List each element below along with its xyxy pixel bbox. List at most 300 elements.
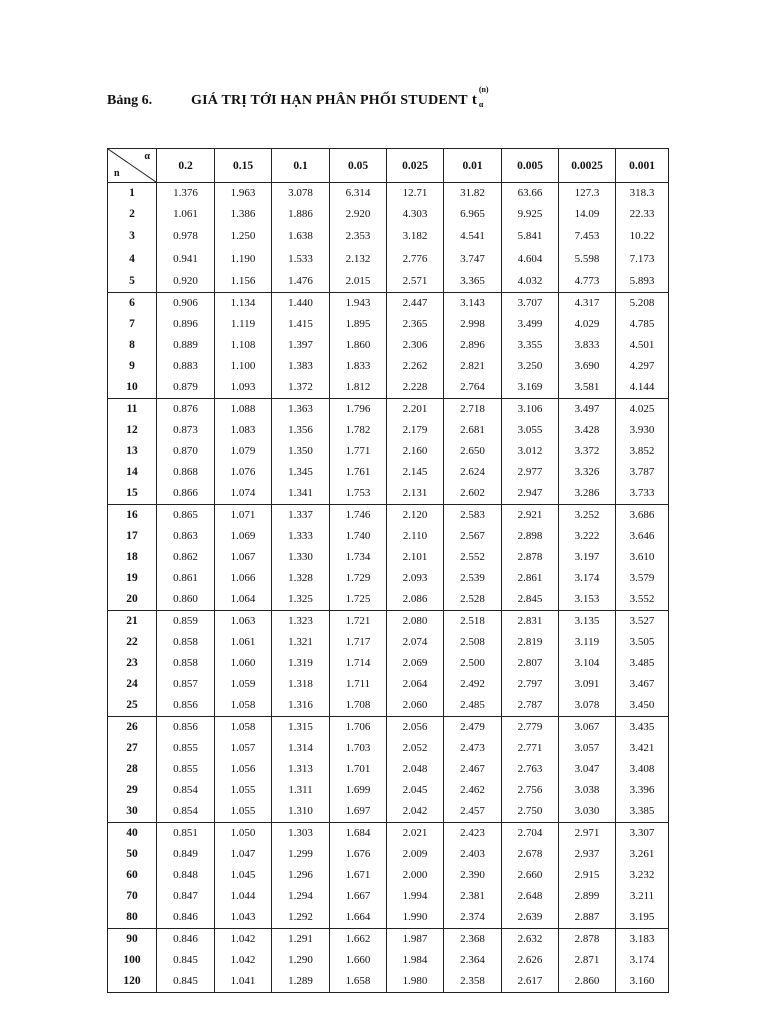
critical-value-cell: 1.055 <box>215 780 272 801</box>
critical-value-cell: 0.865 <box>157 505 215 527</box>
critical-value-cell: 1.533 <box>272 248 330 271</box>
table-row <box>108 674 669 695</box>
critical-value-cell: 1.341 <box>272 483 330 505</box>
critical-value-cell: 2.201 <box>387 399 444 421</box>
degrees-of-freedom-cell: 17 <box>108 526 157 547</box>
critical-value-cell: 3.355 <box>502 335 559 356</box>
symbol-subscript: α <box>478 100 484 109</box>
critical-value-cell: 2.764 <box>444 377 502 399</box>
critical-value-cell: 1.363 <box>272 399 330 421</box>
critical-value-cell: 1.771 <box>330 441 387 462</box>
degrees-of-freedom-cell: 24 <box>108 674 157 695</box>
critical-value-cell: 2.228 <box>387 377 444 399</box>
critical-value-cell: 1.074 <box>215 483 272 505</box>
critical-value-cell: 1.055 <box>215 801 272 823</box>
critical-value-cell: 3.450 <box>616 695 669 717</box>
critical-value-cell: 0.855 <box>157 759 215 780</box>
critical-value-cell: 1.476 <box>272 271 330 293</box>
critical-value-cell: 1.294 <box>272 886 330 907</box>
critical-value-cell: 2.048 <box>387 759 444 780</box>
table-row <box>108 823 669 845</box>
critical-value-cell: 0.883 <box>157 356 215 377</box>
critical-value-cell: 0.854 <box>157 780 215 801</box>
critical-value-cell: 2.704 <box>502 823 559 845</box>
critical-value-cell: 0.856 <box>157 717 215 739</box>
student-t-table <box>107 148 669 993</box>
critical-value-cell: 2.473 <box>444 738 502 759</box>
critical-value-cell: 4.501 <box>616 335 669 356</box>
degrees-of-freedom-cell: 70 <box>108 886 157 907</box>
critical-value-cell: 2.042 <box>387 801 444 823</box>
critical-value-cell: 22.33 <box>616 204 669 225</box>
critical-value-cell: 1.895 <box>330 314 387 335</box>
critical-value-cell: 1.697 <box>330 801 387 823</box>
critical-value-cell: 1.061 <box>215 632 272 653</box>
table-row <box>108 653 669 674</box>
degrees-of-freedom-cell: 27 <box>108 738 157 759</box>
critical-value-cell: 7.453 <box>559 225 616 248</box>
critical-value-cell: 0.845 <box>157 950 215 971</box>
critical-value-cell: 3.174 <box>559 568 616 589</box>
critical-value-cell: 1.047 <box>215 844 272 865</box>
critical-value-cell: 2.080 <box>387 611 444 633</box>
critical-value-cell: 1.061 <box>157 204 215 225</box>
critical-value-cell: 2.821 <box>444 356 502 377</box>
critical-value-cell: 2.681 <box>444 420 502 441</box>
table-row <box>108 929 669 951</box>
critical-value-cell: 3.497 <box>559 399 616 421</box>
critical-value-cell: 2.052 <box>387 738 444 759</box>
critical-value-cell: 2.045 <box>387 780 444 801</box>
critical-value-cell: 2.131 <box>387 483 444 505</box>
degrees-of-freedom-cell: 4 <box>108 248 157 271</box>
critical-value-cell: 3.365 <box>444 271 502 293</box>
symbol-superscript: (n) <box>478 85 489 94</box>
critical-value-cell: 0.870 <box>157 441 215 462</box>
critical-value-cell: 4.032 <box>502 271 559 293</box>
critical-value-cell: 3.104 <box>559 653 616 674</box>
critical-value-cell: 3.197 <box>559 547 616 568</box>
critical-value-cell: 3.038 <box>559 780 616 801</box>
critical-value-cell: 2.485 <box>444 695 502 717</box>
critical-value-cell: 3.195 <box>616 907 669 929</box>
degrees-of-freedom-cell: 90 <box>108 929 157 951</box>
critical-value-cell: 2.358 <box>444 971 502 993</box>
column-header: 0.001 <box>616 149 669 183</box>
critical-value-cell: 1.833 <box>330 356 387 377</box>
critical-value-cell: 1.812 <box>330 377 387 399</box>
critical-value-cell: 2.937 <box>559 844 616 865</box>
critical-value-cell: 1.108 <box>215 335 272 356</box>
critical-value-cell: 31.82 <box>444 183 502 205</box>
critical-value-cell: 3.852 <box>616 441 669 462</box>
column-header: 0.2 <box>157 149 215 183</box>
critical-value-cell: 1.069 <box>215 526 272 547</box>
degrees-of-freedom-cell: 23 <box>108 653 157 674</box>
critical-value-cell: 1.699 <box>330 780 387 801</box>
critical-value-cell: 1.963 <box>215 183 272 205</box>
critical-value-cell: 0.848 <box>157 865 215 886</box>
critical-value-cell: 1.671 <box>330 865 387 886</box>
critical-value-cell: 3.169 <box>502 377 559 399</box>
critical-value-cell: 2.797 <box>502 674 559 695</box>
critical-value-cell: 0.860 <box>157 589 215 611</box>
critical-value-cell: 3.047 <box>559 759 616 780</box>
table-row <box>108 568 669 589</box>
degrees-of-freedom-cell: 14 <box>108 462 157 483</box>
critical-value-cell: 1.761 <box>330 462 387 483</box>
critical-value-cell: 2.567 <box>444 526 502 547</box>
critical-value-cell: 12.71 <box>387 183 444 205</box>
critical-value-cell: 1.060 <box>215 653 272 674</box>
critical-value-cell: 4.029 <box>559 314 616 335</box>
critical-value-cell: 2.920 <box>330 204 387 225</box>
critical-value-cell: 3.579 <box>616 568 669 589</box>
critical-value-cell: 1.064 <box>215 589 272 611</box>
critical-value-cell: 1.093 <box>215 377 272 399</box>
critical-value-cell: 3.435 <box>616 717 669 739</box>
critical-value-cell: 3.057 <box>559 738 616 759</box>
critical-value-cell: 2.583 <box>444 505 502 527</box>
critical-value-cell: 1.662 <box>330 929 387 951</box>
critical-value-cell: 3.252 <box>559 505 616 527</box>
critical-value-cell: 1.703 <box>330 738 387 759</box>
critical-value-cell: 3.421 <box>616 738 669 759</box>
table-row <box>108 632 669 653</box>
critical-value-cell: 3.078 <box>272 183 330 205</box>
table-row <box>108 844 669 865</box>
critical-value-cell: 318.3 <box>616 183 669 205</box>
critical-value-cell: 1.067 <box>215 547 272 568</box>
critical-value-cell: 2.015 <box>330 271 387 293</box>
critical-value-cell: 3.552 <box>616 589 669 611</box>
critical-value-cell: 2.120 <box>387 505 444 527</box>
critical-value-cell: 2.528 <box>444 589 502 611</box>
critical-value-cell: 2.000 <box>387 865 444 886</box>
critical-value-cell: 3.261 <box>616 844 669 865</box>
critical-value-cell: 2.845 <box>502 589 559 611</box>
table-row <box>108 526 669 547</box>
critical-value-cell: 0.851 <box>157 823 215 845</box>
critical-value-cell: 2.896 <box>444 335 502 356</box>
critical-value-cell: 3.143 <box>444 293 502 315</box>
critical-value-cell: 1.045 <box>215 865 272 886</box>
critical-value-cell: 1.782 <box>330 420 387 441</box>
degrees-of-freedom-cell: 2 <box>108 204 157 225</box>
critical-value-cell: 1.721 <box>330 611 387 633</box>
critical-value-cell: 2.807 <box>502 653 559 674</box>
critical-value-cell: 0.856 <box>157 695 215 717</box>
critical-value-cell: 1.058 <box>215 695 272 717</box>
critical-value-cell: 0.920 <box>157 271 215 293</box>
degrees-of-freedom-cell: 28 <box>108 759 157 780</box>
critical-value-cell: 1.290 <box>272 950 330 971</box>
critical-value-cell: 3.428 <box>559 420 616 441</box>
table-row <box>108 420 669 441</box>
critical-value-cell: 2.306 <box>387 335 444 356</box>
critical-value-cell: 2.750 <box>502 801 559 823</box>
critical-value-cell: 0.896 <box>157 314 215 335</box>
critical-value-cell: 2.763 <box>502 759 559 780</box>
critical-value-cell: 6.314 <box>330 183 387 205</box>
critical-value-cell: 2.365 <box>387 314 444 335</box>
critical-value-cell: 0.846 <box>157 929 215 951</box>
critical-value-cell: 9.925 <box>502 204 559 225</box>
critical-value-cell: 2.390 <box>444 865 502 886</box>
critical-value-cell: 2.074 <box>387 632 444 653</box>
critical-value-cell: 7.173 <box>616 248 669 271</box>
critical-value-cell: 2.861 <box>502 568 559 589</box>
degrees-of-freedom-cell: 26 <box>108 717 157 739</box>
degrees-of-freedom-cell: 20 <box>108 589 157 611</box>
critical-value-cell: 2.374 <box>444 907 502 929</box>
critical-value-cell: 2.831 <box>502 611 559 633</box>
critical-value-cell: 3.030 <box>559 801 616 823</box>
critical-value-cell: 1.984 <box>387 950 444 971</box>
critical-value-cell: 1.088 <box>215 399 272 421</box>
table-row <box>108 611 669 633</box>
critical-value-cell: 2.132 <box>330 248 387 271</box>
critical-value-cell: 1.042 <box>215 929 272 951</box>
critical-value-cell: 1.325 <box>272 589 330 611</box>
statistic-symbol <box>471 85 489 109</box>
critical-value-cell: 2.878 <box>559 929 616 951</box>
critical-value-cell: 63.66 <box>502 183 559 205</box>
critical-value-cell: 0.855 <box>157 738 215 759</box>
critical-value-cell: 4.317 <box>559 293 616 315</box>
table-row <box>108 399 669 421</box>
corner-alpha: α <box>144 151 150 162</box>
critical-value-cell: 4.541 <box>444 225 502 248</box>
critical-value-cell: 2.093 <box>387 568 444 589</box>
critical-value-cell: 1.134 <box>215 293 272 315</box>
critical-value-cell: 2.021 <box>387 823 444 845</box>
critical-value-cell: 2.447 <box>387 293 444 315</box>
critical-value-cell: 2.678 <box>502 844 559 865</box>
critical-value-cell: 1.041 <box>215 971 272 993</box>
critical-value-cell: 2.479 <box>444 717 502 739</box>
critical-value-cell: 1.076 <box>215 462 272 483</box>
critical-value-cell: 1.397 <box>272 335 330 356</box>
critical-value-cell: 1.310 <box>272 801 330 823</box>
critical-value-cell: 1.296 <box>272 865 330 886</box>
table-title: GIÁ TRỊ TỚI HẠN PHÂN PHỐI STUDENT <box>191 93 468 108</box>
critical-value-cell: 4.144 <box>616 377 669 399</box>
critical-value-cell: 2.617 <box>502 971 559 993</box>
critical-value-cell: 2.457 <box>444 801 502 823</box>
degrees-of-freedom-cell: 7 <box>108 314 157 335</box>
table-row <box>108 695 669 717</box>
critical-value-cell: 3.385 <box>616 801 669 823</box>
degrees-of-freedom-cell: 30 <box>108 801 157 823</box>
critical-value-cell: 3.646 <box>616 526 669 547</box>
critical-value-cell: 2.423 <box>444 823 502 845</box>
critical-value-cell: 2.160 <box>387 441 444 462</box>
critical-value-cell: 1.042 <box>215 950 272 971</box>
critical-value-cell: 0.863 <box>157 526 215 547</box>
table-row <box>108 271 669 293</box>
critical-value-cell: 1.044 <box>215 886 272 907</box>
table-row <box>108 462 669 483</box>
critical-value-cell: 1.043 <box>215 907 272 929</box>
critical-value-cell: 1.350 <box>272 441 330 462</box>
critical-value-cell: 0.854 <box>157 801 215 823</box>
critical-value-cell: 1.638 <box>272 225 330 248</box>
degrees-of-freedom-cell: 10 <box>108 377 157 399</box>
critical-value-cell: 2.101 <box>387 547 444 568</box>
critical-value-cell: 2.898 <box>502 526 559 547</box>
table-row <box>108 505 669 527</box>
degrees-of-freedom-cell: 11 <box>108 399 157 421</box>
critical-value-cell: 2.056 <box>387 717 444 739</box>
critical-value-cell: 3.326 <box>559 462 616 483</box>
critical-value-cell: 1.734 <box>330 547 387 568</box>
critical-value-cell: 2.660 <box>502 865 559 886</box>
table-row <box>108 204 669 225</box>
critical-value-cell: 4.297 <box>616 356 669 377</box>
critical-value-cell: 0.858 <box>157 632 215 653</box>
critical-value-cell: 1.292 <box>272 907 330 929</box>
critical-value-cell: 0.866 <box>157 483 215 505</box>
critical-value-cell: 3.733 <box>616 483 669 505</box>
critical-value-cell: 1.190 <box>215 248 272 271</box>
critical-value-cell: 127.3 <box>559 183 616 205</box>
critical-value-cell: 1.676 <box>330 844 387 865</box>
critical-value-cell: 1.119 <box>215 314 272 335</box>
corner-cell <box>108 149 157 183</box>
critical-value-cell: 2.381 <box>444 886 502 907</box>
critical-value-cell: 1.684 <box>330 823 387 845</box>
critical-value-cell: 3.106 <box>502 399 559 421</box>
critical-value-cell: 0.906 <box>157 293 215 315</box>
critical-value-cell: 1.313 <box>272 759 330 780</box>
critical-value-cell: 1.316 <box>272 695 330 717</box>
critical-value-cell: 0.978 <box>157 225 215 248</box>
critical-value-cell: 1.753 <box>330 483 387 505</box>
critical-value-cell: 1.660 <box>330 950 387 971</box>
critical-value-cell: 1.063 <box>215 611 272 633</box>
critical-value-cell: 1.318 <box>272 674 330 695</box>
critical-value-cell: 2.508 <box>444 632 502 653</box>
critical-value-cell: 2.368 <box>444 929 502 951</box>
critical-value-cell: 0.861 <box>157 568 215 589</box>
table-row <box>108 886 669 907</box>
header-row <box>108 149 669 183</box>
critical-value-cell: 0.879 <box>157 377 215 399</box>
critical-value-cell: 1.291 <box>272 929 330 951</box>
critical-value-cell: 2.353 <box>330 225 387 248</box>
critical-value-cell: 3.833 <box>559 335 616 356</box>
critical-value-cell: 6.965 <box>444 204 502 225</box>
critical-value-cell: 2.915 <box>559 865 616 886</box>
critical-value-cell: 3.747 <box>444 248 502 271</box>
symbol-base: t <box>471 92 477 108</box>
degrees-of-freedom-cell: 18 <box>108 547 157 568</box>
critical-value-cell: 1.319 <box>272 653 330 674</box>
critical-value-cell: 1.345 <box>272 462 330 483</box>
critical-value-cell: 2.971 <box>559 823 616 845</box>
table-row <box>108 483 669 505</box>
critical-value-cell: 2.887 <box>559 907 616 929</box>
table-row <box>108 801 669 823</box>
critical-value-cell: 0.868 <box>157 462 215 483</box>
critical-value-cell: 1.987 <box>387 929 444 951</box>
critical-value-cell: 1.994 <box>387 886 444 907</box>
critical-value-cell: 1.303 <box>272 823 330 845</box>
critical-value-cell: 1.328 <box>272 568 330 589</box>
critical-value-cell: 3.160 <box>616 971 669 993</box>
critical-value-cell: 3.485 <box>616 653 669 674</box>
table-row <box>108 441 669 462</box>
critical-value-cell: 4.785 <box>616 314 669 335</box>
table-row <box>108 738 669 759</box>
critical-value-cell: 2.462 <box>444 780 502 801</box>
table-row <box>108 183 669 205</box>
critical-value-cell: 1.050 <box>215 823 272 845</box>
critical-value-cell: 1.376 <box>157 183 215 205</box>
critical-value-cell: 3.135 <box>559 611 616 633</box>
critical-value-cell: 1.383 <box>272 356 330 377</box>
degrees-of-freedom-cell: 15 <box>108 483 157 505</box>
critical-value-cell: 3.222 <box>559 526 616 547</box>
critical-value-cell: 3.119 <box>559 632 616 653</box>
critical-value-cell: 3.153 <box>559 589 616 611</box>
critical-value-cell: 1.323 <box>272 611 330 633</box>
critical-value-cell: 3.408 <box>616 759 669 780</box>
critical-value-cell: 2.069 <box>387 653 444 674</box>
critical-value-cell: 3.610 <box>616 547 669 568</box>
degrees-of-freedom-cell: 100 <box>108 950 157 971</box>
critical-value-cell: 1.058 <box>215 717 272 739</box>
table-number: Bảng 6. <box>107 93 153 108</box>
critical-value-cell: 2.756 <box>502 780 559 801</box>
degrees-of-freedom-cell: 1 <box>108 183 157 205</box>
critical-value-cell: 1.311 <box>272 780 330 801</box>
critical-value-cell: 2.552 <box>444 547 502 568</box>
critical-value-cell: 1.071 <box>215 505 272 527</box>
critical-value-cell: 1.717 <box>330 632 387 653</box>
table-row <box>108 225 669 248</box>
critical-value-cell: 3.232 <box>616 865 669 886</box>
critical-value-cell: 1.315 <box>272 717 330 739</box>
critical-value-cell: 2.364 <box>444 950 502 971</box>
critical-value-cell: 2.086 <box>387 589 444 611</box>
critical-value-cell: 2.860 <box>559 971 616 993</box>
degrees-of-freedom-cell: 9 <box>108 356 157 377</box>
critical-value-cell: 5.598 <box>559 248 616 271</box>
critical-value-cell: 1.156 <box>215 271 272 293</box>
table-row <box>108 950 669 971</box>
table-row <box>108 335 669 356</box>
critical-value-cell: 2.571 <box>387 271 444 293</box>
critical-value-cell: 3.686 <box>616 505 669 527</box>
critical-value-cell: 2.718 <box>444 399 502 421</box>
critical-value-cell: 4.303 <box>387 204 444 225</box>
table-row <box>108 759 669 780</box>
critical-value-cell: 2.650 <box>444 441 502 462</box>
critical-value-cell: 1.886 <box>272 204 330 225</box>
critical-value-cell: 1.321 <box>272 632 330 653</box>
degrees-of-freedom-cell: 8 <box>108 335 157 356</box>
critical-value-cell: 2.009 <box>387 844 444 865</box>
critical-value-cell: 2.467 <box>444 759 502 780</box>
critical-value-cell: 1.990 <box>387 907 444 929</box>
critical-value-cell: 2.064 <box>387 674 444 695</box>
critical-value-cell: 2.878 <box>502 547 559 568</box>
critical-value-cell: 2.776 <box>387 248 444 271</box>
critical-value-cell: 2.632 <box>502 929 559 951</box>
critical-value-cell: 2.648 <box>502 886 559 907</box>
